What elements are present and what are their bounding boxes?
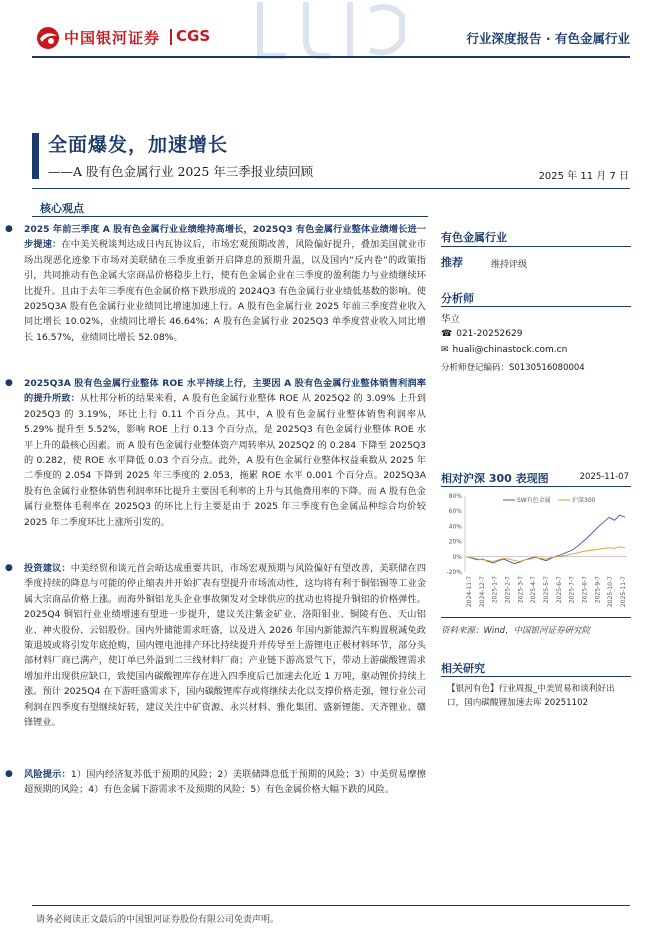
core-paragraph-1-lead: 2025 年前三季度 A 股有色金属行业业绩维持高增长，2025Q3 有色金属行业整体业绩增长进一步提速： — [24, 224, 426, 251]
analyst-heading: 分析师 — [441, 292, 474, 305]
y-tick-label: 0% — [452, 553, 462, 561]
x-tick-label: 2025-7-7 — [568, 576, 576, 604]
y-tick-label: 60% — [448, 508, 462, 516]
footer-rule — [32, 905, 630, 906]
title-rule — [32, 188, 630, 189]
logo-text-en: CGS — [176, 27, 211, 45]
analyst-email[interactable]: huali@chinastock.com.cn — [452, 345, 568, 355]
logo-divider — [170, 29, 172, 45]
bullet-icon: ● — [5, 378, 13, 388]
relative-performance-chart — [441, 488, 631, 613]
chart-date: 2025-11-07 — [579, 472, 629, 482]
core-paragraph-2 — [5, 376, 426, 530]
analyst-name: 华立 — [441, 314, 461, 325]
chart-bottom-rule — [441, 617, 631, 618]
rating-value: 维持评级 — [491, 260, 528, 270]
bullet-icon: ● — [5, 224, 13, 234]
analyst-rule — [441, 306, 631, 307]
core-paragraph-4-lead: 风险提示： — [24, 769, 71, 780]
x-tick-label: 2025-3-7 — [517, 576, 525, 604]
series-line-1 — [467, 515, 625, 564]
x-tick-label: 2025-5-7 — [543, 576, 550, 604]
footer-disclaimer: 请务必阅读正文最后的中国银河证券股份有限公司免责声明。 — [36, 915, 280, 925]
series-line-2 — [467, 547, 625, 562]
x-tick-label: 2025-8-7 — [581, 576, 589, 604]
y-tick-label: -20% — [446, 569, 462, 576]
core-paragraph-1-body: 在中美关税谈判达成日内瓦协议后，市场宏观预期改善，风险偏好提升，叠加美国就业市场出现恶化迹象下市场对美联储在三季度重新开启降息的预期升温，以及国内“反内卷”的政策指引，共同推动有色金属大宗商品价格稳步上行，使有色金属企业在三季度的盈利能力与业绩继续环比提升。且由于去年三季度有色金属价格下跌形成的 2024Q3 有色金属行业业绩低基数的影响。使 2025Q3A 股有色金属行业业绩同比增速加速上行。A 股有色金属行业 2025 年前三季度营业收入同比增长 10.02%，业绩同比增长 46.64%；A 股有色金属行业 2025Q3 单季度营业收入同比增长 16.57%，业绩同比增长 52.08%。 — [24, 239, 427, 343]
core-heading: 核心观点 — [40, 202, 84, 215]
related-rule — [441, 676, 631, 677]
core-paragraph-3 — [5, 561, 427, 730]
x-tick-label: 2025-10-7 — [607, 576, 615, 608]
core-paragraph-3-body: 中美经贸和谈元首会晤达成重要共识，市场宏观预期与风险偏好有望改善，美联储在四季度持续的降息与可能的停止缩表并开始扩表有望提升市场流动性，这均将有利于铜铝锡等工业金属大宗商品价格上涨。而海外铜铝龙头企业事故频发对全球供应的扰动也将提升铜铝的价格弹性。2025Q4 铜铝行业业绩增速有望进一步提升，建议关注紫金矿业、洛阳钼业、铜陵有色、天山铝业、神火股份、云铝股份。国内外储能需求旺盛，以及进入 2026 年国内新能源汽车购置税减免政策退坡或将引发年底抢购，国内锂电池排产环比持续提升并传导至上游锂电正极材料环节，部分头部材料厂商已满产，使订单已外溢到二三线材料厂商；产业链下游高景气下，带动上游碳酸锂需求增加并出现供应缺口，致使国内碳酸锂库存在进入四季度后已加速去化近 1 万吨，驱动锂价持续上涨。预计 2025Q4 在下游旺盛需求下，国内碳酸锂库存或将继续去化以支撑价格走强，锂行业公司利润在四季度有望继续好转，建议关注中矿资源、永兴材料、雅化集团、盛新锂能、天齐锂业、赣锋锂业。 — [24, 563, 427, 729]
x-tick-label: 2025-1-7 — [491, 576, 499, 604]
core-paragraph-1 — [5, 222, 427, 345]
y-tick-label: 20% — [448, 538, 462, 546]
x-tick-label: 2025-9-7 — [594, 576, 602, 604]
page-subtitle: ——A 股有色金属行业 2025 年三季报业绩回顾 — [48, 164, 314, 179]
y-tick-label: 40% — [448, 523, 462, 531]
core-paragraph-2-lead: 2025Q3A 股有色金属行业整体 ROE 水平持续上行，主要因 A 股有色金属行业整体销售利润率的提升所致： — [24, 378, 426, 405]
logo-text-cn: 中国银河证券 — [64, 29, 161, 47]
x-tick-label: 2025-4-7 — [530, 576, 538, 604]
chart-heading: 相对沪深 300 表现图 — [441, 472, 549, 485]
core-paragraph-2-body: 从杜邦分析的结果来看，A 股有色金属行业整体 ROE 从 2025Q2 的 3.09% 上升到 2025Q3 的 3.19%，环比上行 0.11 个百分点。其中，A 股有色金属行业整体销售利润率从 5.29% 提升至 5.52%，影响 ROE 上行 0.13 个百分点，是 2025Q3 有色金属行业整体 ROE 水平上升的最核心因素。而 A 股有色金属行业整体资产周转率从 2025Q2 的 0.284 下降至 2025Q3 的 0.282，使 ROE 水平降低 0.03 个百分点。此外，A 股有色金属行业整体权益乘数从 2025 年二季度的 2.054 下降到 2025 年三季度的 2.053，拖累 ROE 水平 0.001 个百分点。2025Q3A 股有色金属行业整体销售利润率环比提升主要因毛利率的上升与其他费用率的下降。而 A 股有色金属行业整体毛利率在 2025Q3 的环比上行主要是由于 2025 年三季度有色金属品种综合均价较 2025 年二季度环比上涨所引发的。 — [24, 393, 426, 528]
chart-heading-rule — [441, 486, 631, 487]
industry-heading: 有色金属行业 — [441, 231, 507, 244]
core-heading-rule — [32, 216, 428, 217]
header-rule — [32, 56, 630, 58]
core-paragraph-4-body: 1）国内经济复苏低于预期的风险；2）美联储降息低于预期的风险；3）中美贸易摩擦超预期的风险；4）有色金属下游需求不及预期的风险；5）有色金属价格大幅下跌的风险。 — [24, 769, 426, 796]
phone-icon: ☎ — [441, 329, 453, 339]
bullet-icon: ● — [5, 563, 13, 573]
x-tick-label: 2025-11-7 — [620, 576, 627, 608]
report-type-label: 行业深度报告 · 有色金属行业 — [466, 31, 630, 46]
analyst-email-row — [441, 345, 567, 355]
analyst-phone: 021-20252629 — [456, 329, 523, 339]
chart-source: 资料来源：Wind，中国银河证券研究院 — [441, 626, 591, 636]
header-watermark-graphic — [230, 0, 430, 72]
x-tick-label: 2024-11-7 — [466, 576, 473, 608]
related-research-link[interactable]: 【银河有色】行业周报_中美贸易和谈利好出口，国内碳酸锂加速去库 20251102 — [447, 684, 615, 708]
x-tick-label: 2024-12-7 — [478, 576, 486, 608]
related-heading: 相关研究 — [441, 662, 485, 675]
title-accent-bar — [32, 133, 39, 179]
x-tick-label: 2025-2-7 — [504, 576, 512, 604]
core-paragraph-3-lead: 投资建议： — [24, 563, 71, 574]
bullet-icon: ● — [5, 769, 13, 779]
page-title: 全面爆发，加速增长 — [48, 134, 229, 156]
rating-label: 推荐 — [441, 256, 463, 269]
analyst-phone-row — [441, 329, 522, 339]
analyst-reg-code: 分析师登记编码：S0130516080004 — [441, 363, 585, 373]
legend-label: 沪深300 — [572, 497, 596, 504]
x-tick-label: 2025-6-7 — [555, 576, 563, 604]
report-date: 2025 年 11 月 7 日 — [538, 171, 629, 182]
legend-label: SW有色金属 — [517, 497, 551, 504]
logo-icon — [36, 26, 60, 50]
industry-rule — [441, 246, 631, 247]
core-paragraph-4 — [5, 767, 426, 798]
y-tick-label: 80% — [448, 493, 462, 500]
mail-icon: ✉ — [441, 345, 449, 355]
